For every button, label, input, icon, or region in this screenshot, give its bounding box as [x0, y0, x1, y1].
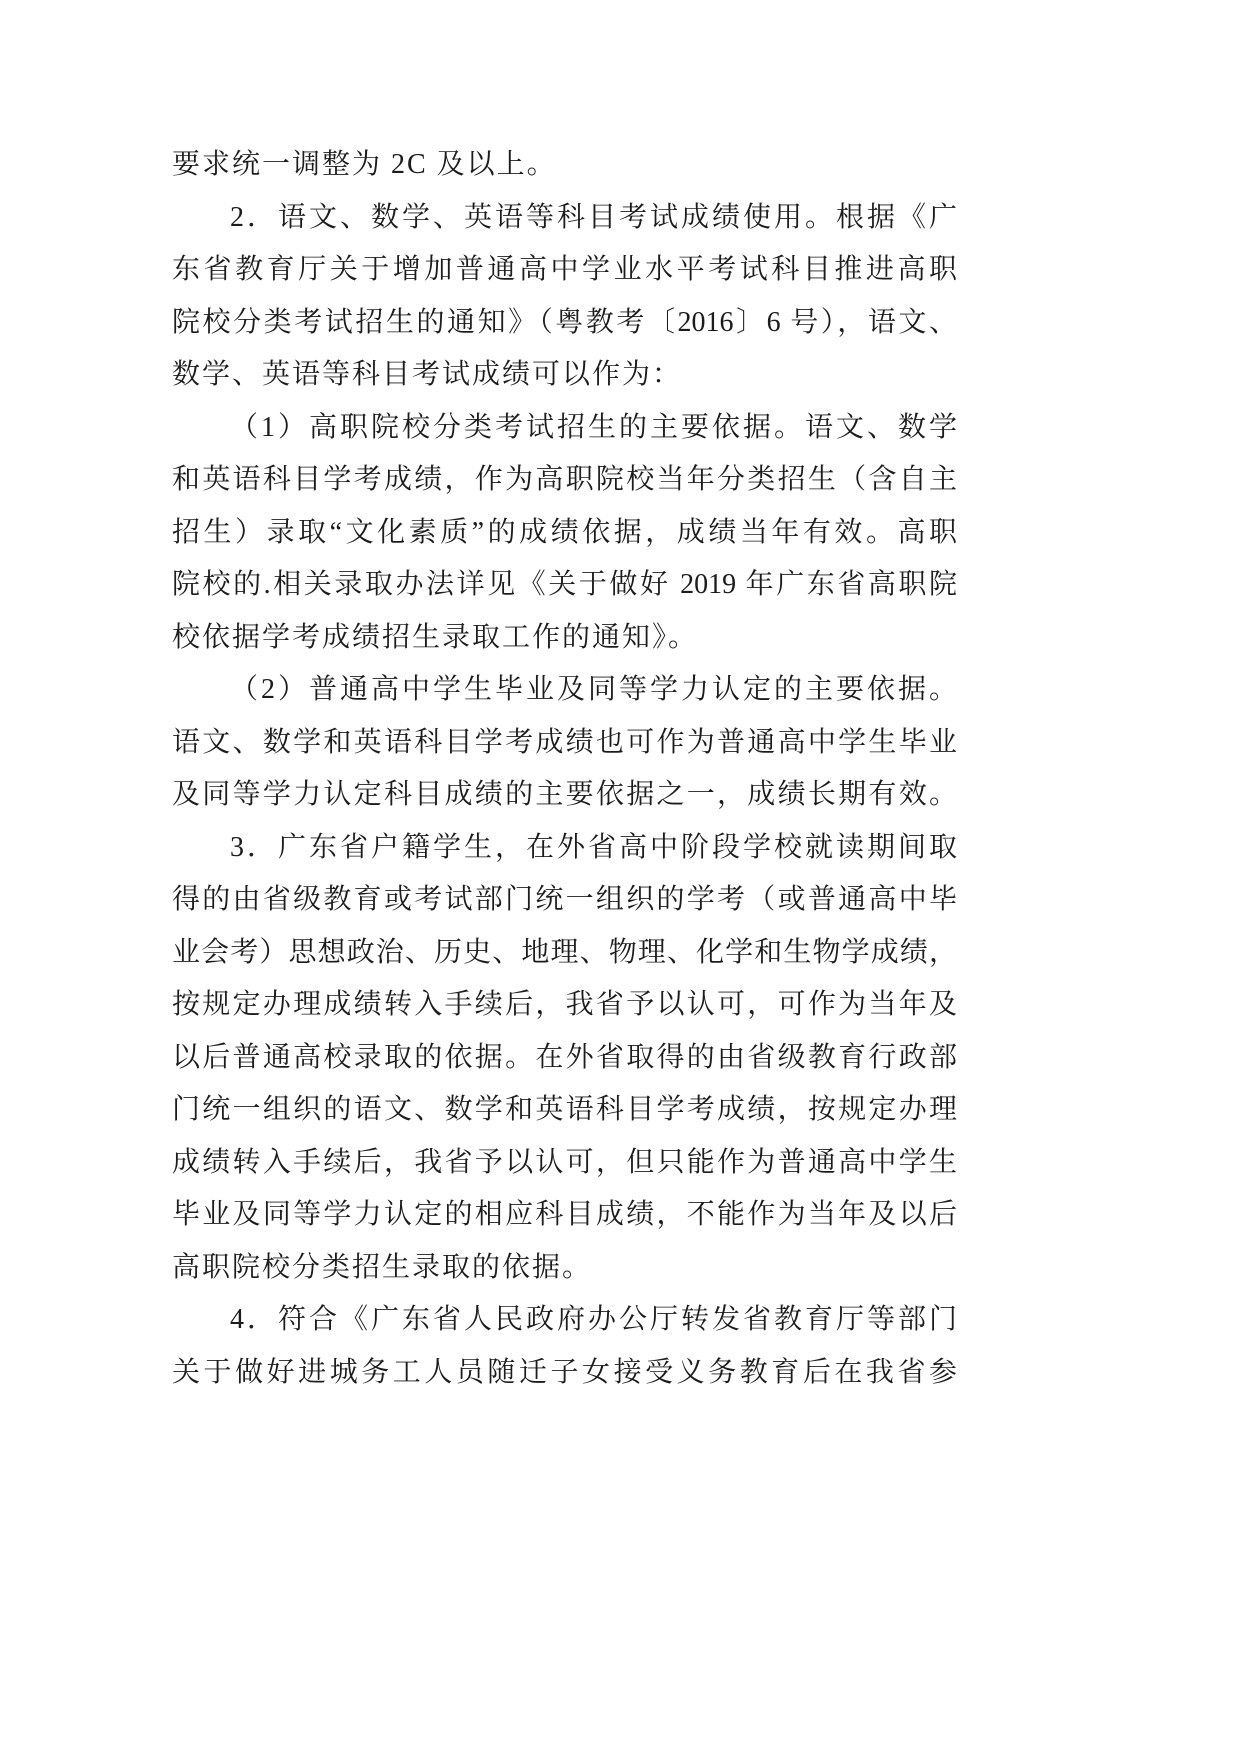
text-line: 毕业及同等学力认定的相应科目成绩，不能作为当年及以后 [172, 1199, 957, 1230]
text-line: 4．符合《广东省人民政府办公厅转发省教育厅等部门 [230, 1304, 957, 1335]
text-line: 业会考）思想政治、历史、地理、物理、化学和生物学成绩， [172, 936, 957, 968]
text-line: 东省教育厅关于增加普通高中学业水平考试科目推进高职 [172, 254, 957, 285]
text-line: 招生）录取“文化素质”的成绩依据，成绩当年有效。高职 [172, 516, 957, 548]
text-line: 语文、数学和英语科目学考成绩也可作为普通高中学生毕业 [172, 726, 957, 758]
text-line: 院校的.相关录取办法详见《关于做好 2019 年广东省高职院 [172, 569, 957, 600]
paragraph [172, 822, 957, 1295]
text-line: 得的由省级教育或考试部门统一组织的学考（或普通高中毕 [172, 884, 957, 915]
text-line: 数学、英语等科目考试成绩可以作为： [172, 359, 683, 390]
text-line: 院校分类考试招生的通知》（粤教考〔2016〕6 号），语文、 [172, 306, 957, 338]
paragraph [172, 139, 957, 192]
text-line: 以后普通高校录取的依据。在外省取得的由省级教育行政部 [172, 1041, 957, 1073]
document-body [172, 139, 957, 1399]
text-line: 及同等学力认定科目成绩的主要依据之一，成绩长期有效。 [172, 779, 957, 810]
text-line: 要求统一调整为 2C 及以上。 [172, 149, 557, 180]
text-line: （2）普通高中学生毕业及同等学力认定的主要依据。 [230, 674, 957, 705]
paragraph [172, 664, 957, 822]
paragraph [172, 192, 957, 402]
paragraph [172, 402, 957, 665]
text-line: 3．广东省户籍学生，在外省高中阶段学校就读期间取 [230, 831, 957, 863]
text-line: 高职院校分类招生录取的依据。 [172, 1251, 593, 1283]
paragraph [172, 1294, 957, 1399]
text-line: 2．语文、数学、英语等科目考试成绩使用。根据《广 [230, 201, 957, 233]
text-line: 门统一组织的语文、数学和英语科目学考成绩，按规定办理 [172, 1094, 957, 1125]
text-line: 关于做好进城务工人员随迁子女接受义务教育后在我省参 [172, 1356, 957, 1388]
text-line: 和英语科目学考成绩，作为高职院校当年分类招生（含自主 [172, 464, 957, 495]
text-line: 成绩转入手续后，我省予以认可，但只能作为普通高中学生 [172, 1146, 957, 1178]
text-line: 校依据学考成绩招生录取工作的通知》。 [172, 621, 699, 653]
text-line: 按规定办理成绩转入手续后，我省予以认可，可作为当年及 [172, 989, 957, 1020]
text-line: （1）高职院校分类考试招生的主要依据。语文、数学 [230, 411, 957, 443]
